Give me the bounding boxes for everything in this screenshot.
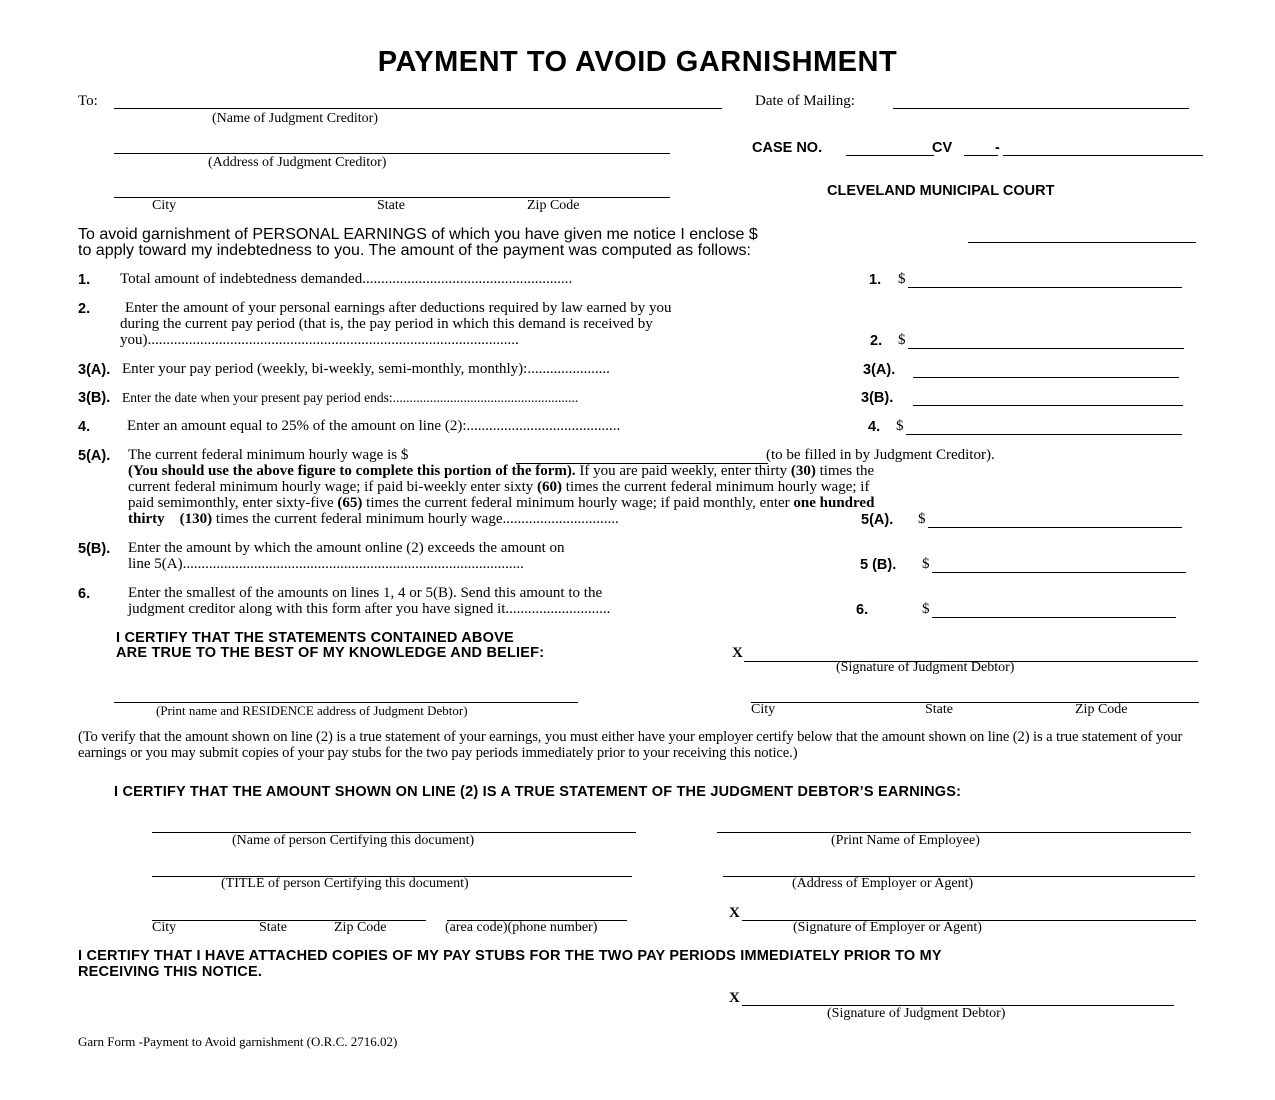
debtor-certify-line-2: ARE TRUE TO THE BEST OF MY KNOWLEDGE AND BELIEF:: [116, 645, 545, 661]
case-number-seq-field[interactable]: [1003, 139, 1203, 156]
debtor-residence-field[interactable]: [114, 686, 578, 703]
certifier-phone-field[interactable]: [447, 904, 627, 921]
case-cv-label: CV: [932, 140, 953, 156]
item-3b-pay-period-end-date-field[interactable]: [913, 389, 1183, 406]
intro-line-2: to apply toward my indebtedness to you. The amount of the payment was computed as follows:: [78, 242, 751, 259]
item-3b-number: 3(B).: [78, 390, 111, 406]
leader-dots: .......................................................: [392, 390, 579, 405]
item-4-number: 4.: [78, 419, 91, 435]
certifier-city-state-zip-field[interactable]: [152, 904, 426, 921]
item-2-line-2: during the current pay period (that is, the pay period in which this demand is received by: [120, 316, 653, 332]
item-3a-number: 3(A).: [78, 362, 111, 378]
item-5a-line-1-pre: The current federal minimum hourly wage is $: [128, 447, 409, 463]
leader-dots: .........................................: [466, 418, 621, 434]
employer-address-caption: (Address of Employer or Agent): [792, 876, 974, 891]
leader-dots: ...................................................................................................: [147, 332, 519, 348]
item-5b-line-2: line 5(A)...........................................................................................: [128, 556, 524, 572]
item-1-ref: 1.: [869, 272, 882, 288]
creditor-zip-caption: Zip Code: [527, 198, 580, 213]
leader-dots: ........................................................: [362, 271, 573, 287]
item-6-payment-amount-field[interactable]: [932, 601, 1176, 618]
case-number-year-field[interactable]: [846, 139, 934, 156]
creditor-state-caption: State: [377, 198, 405, 213]
item-5a-line-5: thirty (130) times the current federal minimum hourly wage...............................: [128, 511, 619, 527]
debtor-residence-caption: (Print name and RESIDENCE address of Judgment Debtor): [156, 703, 468, 718]
intro-line-1: To avoid garnishment of PERSONAL EARNINGS of which you have given me notice I enclose $: [78, 226, 758, 243]
leader-dots: ...............................: [502, 511, 619, 527]
creditor-address-field[interactable]: [114, 137, 670, 154]
item-2-personal-earnings-field[interactable]: [908, 332, 1184, 349]
employee-name-caption: (Print Name of Employee): [831, 833, 980, 848]
item-5a-currency: $: [918, 511, 926, 527]
leader-dots: ............................: [505, 601, 611, 617]
item-2-number: 2.: [78, 301, 91, 317]
item-3a-pay-period-field[interactable]: [913, 361, 1179, 378]
item-5a-number: 5(A).: [78, 448, 111, 464]
item-5b-currency: $: [922, 556, 930, 572]
paystub-certify-line-2: RECEIVING THIS NOTICE.: [78, 964, 263, 980]
to-label: To:: [78, 93, 98, 109]
paystub-signature-x-mark: X: [729, 990, 740, 1006]
item-6-number: 6.: [78, 586, 91, 602]
court-name: CLEVELAND MUNICIPAL COURT: [827, 183, 1055, 199]
certifier-state-caption: State: [259, 920, 287, 935]
item-3a-text: Enter your pay period (weekly, bi-weekly, semi-monthly, monthly):......................: [122, 361, 610, 377]
employee-name-field[interactable]: [717, 816, 1191, 833]
item-4-currency: $: [896, 418, 904, 434]
creditor-name-caption: (Name of Judgment Creditor): [212, 111, 379, 126]
debtor-certify-line-1: I CERTIFY THAT THE STATEMENTS CONTAINED ABOVE: [116, 630, 514, 646]
certifier-city-caption: City: [152, 920, 177, 935]
debtor-signature-caption: (Signature of Judgment Debtor): [836, 660, 1015, 675]
item-3a-ref: 3(A).: [863, 362, 896, 378]
certifier-title-field[interactable]: [152, 860, 632, 877]
item-4-ref: 4.: [868, 419, 881, 435]
item-2-line-1: Enter the amount of your personal earnings after deductions required by law earned by you: [125, 300, 672, 316]
case-dash: -: [995, 140, 1000, 156]
employer-address-field[interactable]: [723, 860, 1195, 877]
item-5a-ref: 5(A).: [861, 512, 894, 528]
item-4-quarter-earnings-field[interactable]: [906, 418, 1182, 435]
min-wage-field[interactable]: [516, 447, 768, 464]
enclosed-amount-field[interactable]: [968, 226, 1196, 243]
item-5a-line-1-post: (to be filled in by Judgment Creditor).: [766, 447, 995, 463]
signature-x-mark: X: [732, 645, 743, 661]
item-5b-line-1: Enter the amount by which the amount online (2) exceeds the amount on: [128, 540, 565, 556]
item-2-line-3: you)...................................................................................................: [120, 332, 519, 348]
item-5a-min-wage-multiple-field[interactable]: [928, 511, 1182, 528]
debtor-zip-caption: Zip Code: [1075, 702, 1128, 717]
item-3b-text: Enter the date when your present pay period ends:.......................................................: [122, 390, 579, 405]
employer-signature-x-mark: X: [729, 905, 740, 921]
item-3b-ref: 3(B).: [861, 390, 894, 406]
item-6-line-2: judgment creditor along with this form after you have signed it............................: [128, 601, 611, 617]
certifier-phone-caption: (area code)(phone number): [445, 920, 598, 935]
employer-certify-heading: I CERTIFY THAT THE AMOUNT SHOWN ON LINE (2) IS A TRUE STATEMENT OF THE JUDGMENT DEBTOR’S EARNINGS:: [114, 784, 962, 800]
debtor-city-state-zip-field[interactable]: [751, 686, 1199, 703]
employer-signature-field[interactable]: [742, 904, 1196, 921]
form-footer: Garn Form -Payment to Avoid garnishment (O.R.C. 2716.02): [78, 1034, 398, 1049]
creditor-city-state-zip-field[interactable]: [114, 181, 670, 198]
date-of-mailing-label: Date of Mailing:: [755, 93, 855, 109]
paystub-certify-line-1: I CERTIFY THAT I HAVE ATTACHED COPIES OF MY PAY STUBS FOR THE TWO PAY PERIODS IMMEDIATELY PRIOR TO MY: [78, 948, 942, 964]
item-5b-number: 5(B).: [78, 541, 111, 557]
item-1-number: 1.: [78, 272, 91, 288]
item-2-ref: 2.: [870, 333, 883, 349]
case-number-type-field[interactable]: [964, 139, 998, 156]
debtor-state-caption: State: [925, 702, 953, 717]
verification-note: (To verify that the amount shown on line (2) is a true statement of your earnings, you must either have your employer certify below that the amount shown on line (2) is a true statement of your earnings or you may submit copies of your pay stubs for the two pay periods immediately prior to your receiving this notice.): [78, 729, 1183, 761]
paystub-signature-caption: (Signature of Judgment Debtor): [827, 1006, 1006, 1021]
leader-dots: ......................: [527, 361, 610, 377]
item-4-text: Enter an amount equal to 25% of the amount on line (2):.........................................: [127, 418, 621, 434]
case-number-label: CASE NO.: [752, 140, 823, 156]
item-6-line-1: Enter the smallest of the amounts on lines 1, 4 or 5(B). Send this amount to the: [128, 585, 603, 601]
leader-dots: ...........................................................................................: [182, 556, 524, 572]
employer-signature-caption: (Signature of Employer or Agent): [793, 920, 982, 935]
item-5b-excess-amount-field[interactable]: [932, 556, 1186, 573]
item-5a-line-4: paid semimonthly, enter sixty-five (65) times the current federal minimum hourly wage; if paid monthly, enter one hundred: [128, 495, 875, 511]
certifier-name-field[interactable]: [152, 816, 636, 833]
date-of-mailing-field[interactable]: [893, 92, 1189, 109]
creditor-city-caption: City: [152, 198, 177, 213]
item-1-currency: $: [898, 271, 906, 287]
certifier-title-caption: (TITLE of person Certifying this document): [221, 876, 469, 891]
certifier-zip-caption: Zip Code: [334, 920, 387, 935]
creditor-name-field[interactable]: [114, 92, 722, 109]
debtor-city-caption: City: [751, 702, 776, 717]
item-6-ref: 6.: [856, 602, 869, 618]
item-6-currency: $: [922, 601, 930, 617]
item-1-text: Total amount of indebtedness demanded........................................................: [120, 271, 573, 287]
certifier-name-caption: (Name of person Certifying this document): [232, 833, 475, 848]
item-2-currency: $: [898, 332, 906, 348]
creditor-address-caption: (Address of Judgment Creditor): [208, 155, 387, 170]
item-5b-ref: 5 (B).: [860, 557, 897, 573]
item-5a-line-2: (You should use the above figure to complete this portion of the form). If you are paid weekly, enter thirty (30) times the: [128, 463, 875, 479]
page-title: PAYMENT TO AVOID GARNISHMENT: [377, 46, 898, 78]
paystub-debtor-signature-field[interactable]: [742, 989, 1174, 1006]
item-5a-line-3: current federal minimum hourly wage; if paid bi-weekly enter sixty (60) times the current federal minimum hourly wage; if: [128, 479, 870, 495]
item-1-total-indebtedness-field[interactable]: [908, 271, 1182, 288]
